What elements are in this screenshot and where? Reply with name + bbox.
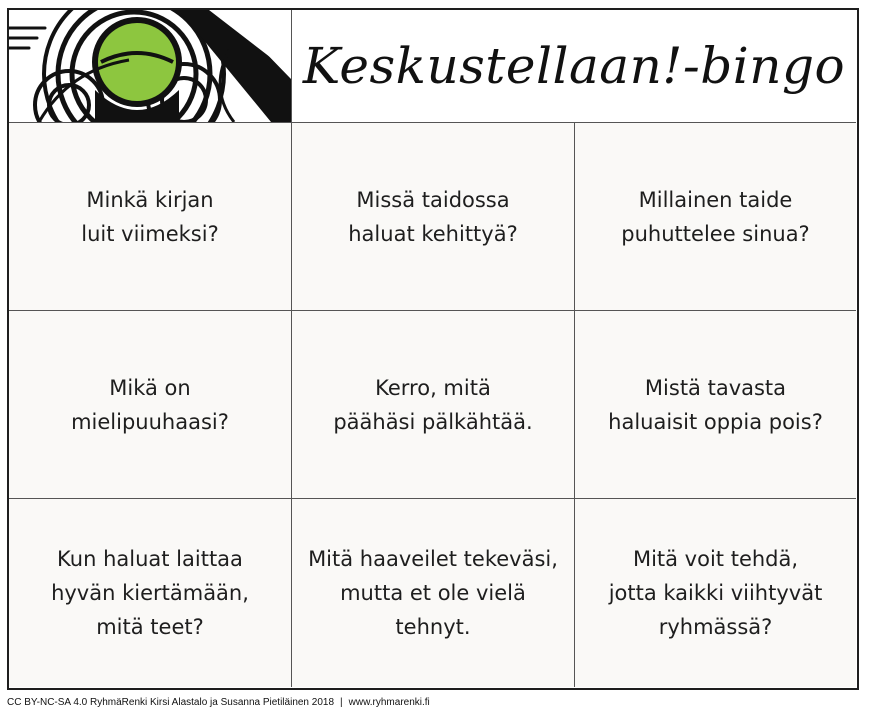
website-link[interactable]: www.ryhmarenki.fi — [348, 697, 430, 708]
ryhmarenki-logo — [9, 10, 292, 122]
board-header — [9, 10, 856, 123]
bingo-question: Kerro, mitä päähäsi pälkähtää. — [333, 375, 533, 434]
bingo-cell[interactable] — [9, 123, 292, 311]
bingo-cell[interactable] — [575, 123, 856, 311]
footer-separator: | — [340, 697, 343, 708]
page-title: Keskustellaan!-bingo — [302, 37, 846, 95]
license-text: CC BY-NC-SA 4.0 RyhmäRenki Kirsi Alastalo ja Susanna Pietiläinen 2018 — [7, 697, 335, 708]
bingo-question: Minkä kirjan luit viimeksi? — [81, 187, 219, 246]
bingo-cell[interactable] — [292, 311, 575, 499]
bingo-question: Missä taidossa haluat kehittyä? — [348, 187, 518, 246]
bingo-question: Mitä haaveilet tekeväsi, mutta et ole vielä tehnyt. — [308, 547, 558, 639]
bingo-question: Kun haluat laittaa hyvän kiertämään, mitä teet? — [51, 547, 249, 639]
bingo-question: Mitä voit tehdä, jotta kaikki viihtyvät ryhmässä? — [608, 547, 823, 639]
bingo-board — [7, 8, 859, 690]
bingo-cell[interactable] — [292, 499, 575, 687]
ryhmarenki-logo-graphic — [9, 10, 292, 122]
bingo-cell[interactable] — [575, 311, 856, 499]
bingo-question: Mikä on mielipuuhaasi? — [71, 375, 229, 434]
bingo-cell[interactable] — [9, 311, 292, 499]
bingo-question: Mistä tavasta haluaisit oppia pois? — [608, 375, 823, 434]
footer-credit — [7, 697, 430, 708]
bingo-grid — [9, 123, 856, 687]
bingo-cell[interactable] — [292, 123, 575, 311]
bingo-question: Millainen taide puhuttelee sinua? — [621, 187, 810, 246]
bingo-cell[interactable] — [575, 499, 856, 687]
bingo-cell[interactable] — [9, 499, 292, 687]
